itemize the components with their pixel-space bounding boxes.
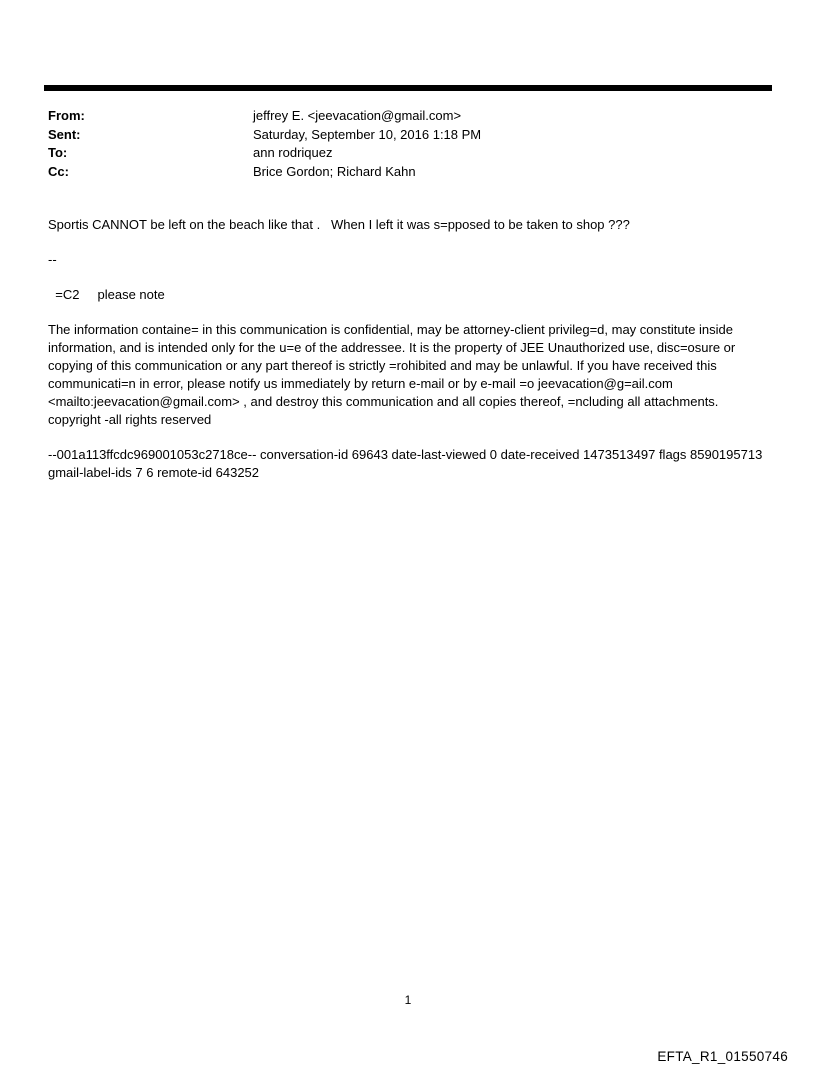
to-label: To:: [48, 145, 68, 161]
from-value: jeffrey E. <jeevacation@gmail.com>: [253, 108, 462, 123]
header-row-to: [48, 144, 768, 163]
header-row-sent: [48, 126, 768, 145]
sent-value: Saturday, September 10, 2016 1:18 PM: [253, 126, 482, 142]
from-label: From:: [48, 108, 85, 123]
body-paragraph-message: Sportis CANNOT be left on the beach like that . When I left it was s=pposed to be taken to shop ???: [48, 217, 630, 232]
header-row-cc: [48, 163, 768, 182]
header-divider-rule: [44, 85, 772, 91]
body-confidentiality-disclaimer: The information containe= in this communication is confidential, may be attorney-client privileg=d, may constitute inside information, and is intended only for the u=e of the addressee. It is the property of JEE Unauthorized use, disc=osure or copying of this communication or any part thereof is strictly =rohibited and may be unlawful. If you have received this communicati=n in error, please notify us immediately by return e-mail or by e-mail =o jeevacation@g=ail.com <mailto:jeevacation@gmail.com> , and destroy this communication and all copies thereof, =ncluding all attachments. copyright -all rights reserved: [48, 322, 739, 427]
cc-label: Cc:: [48, 164, 69, 180]
page-number: 1: [404, 993, 412, 1007]
header-row-from: [48, 107, 768, 126]
body-signature-dashes: --: [48, 252, 57, 267]
bates-number: EFTA_R1_01550746: [657, 1049, 788, 1064]
body-mime-metadata-line: --001a113ffcdc969001053c2718ce-- conversation-id 69643 date-last-viewed 0 date-received 1473513497 flags 8590195713 gmail-label-ids 7 6 remote-id 643252: [48, 447, 766, 480]
email-header-block: [48, 107, 768, 182]
to-value: ann rodriquez: [253, 145, 333, 161]
email-body: [48, 216, 766, 499]
sent-label: Sent:: [48, 126, 81, 142]
body-please-note-line: =C2 please note: [48, 287, 165, 302]
cc-value: Brice Gordon; Richard Kahn: [253, 164, 416, 180]
